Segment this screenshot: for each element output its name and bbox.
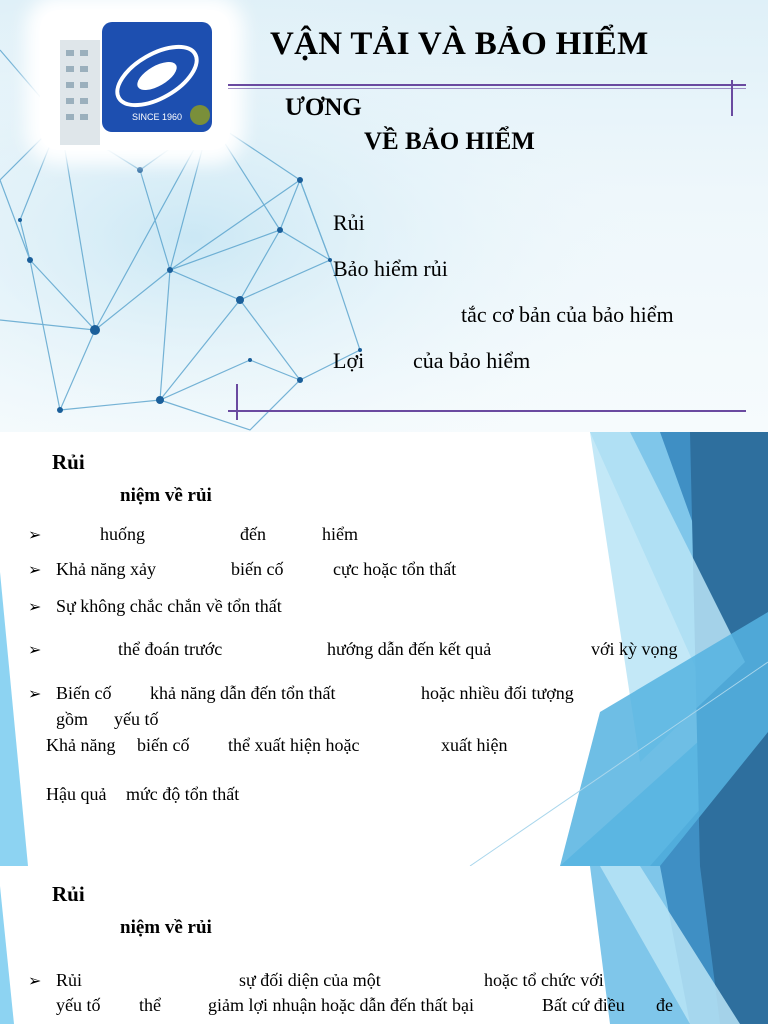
outline-item-benefits-a: Lợi (333, 348, 365, 373)
row4-part2: hướng dẫn đến kết quả (327, 639, 492, 659)
school-logo (40, 10, 230, 150)
logo-since-text: SINCE 1960 (132, 112, 183, 122)
row2-part2: thể (139, 995, 161, 1015)
row3-part1: Sự không chắc chắn về tổn thất (56, 596, 282, 616)
row6-part1: gồm (56, 709, 89, 729)
section-subtitle: niệm về rủi (120, 917, 212, 938)
divider-bottom-cap (236, 384, 238, 420)
row2-part5: đe (656, 995, 673, 1015)
section-subtitle: niệm về rủi (120, 485, 212, 506)
row4-part1: thể đoán trước (118, 639, 223, 659)
row1-part2: sự đối diện của một (239, 970, 381, 990)
row2-part1: Khả năng xảy (56, 559, 156, 579)
arrow-bullet-icon: ➢ (28, 686, 42, 703)
outline-item-risk: Rủi (333, 210, 365, 235)
risk-concept-slide (0, 432, 768, 866)
row5-part1: Biến cố (56, 683, 112, 703)
row7-part4: xuất hiện (441, 735, 508, 755)
outline-item-risk-insurance: Bảo hiểm rủi (333, 256, 448, 281)
row1-part2: đến (240, 524, 266, 544)
row1-part1: Rủi (56, 970, 83, 990)
row8-part1: Hậu quả (46, 784, 107, 804)
row8-part2: mức độ tổn thất (126, 784, 240, 804)
row2-part1: yếu tố (56, 995, 101, 1015)
title-slide (0, 0, 768, 432)
arrow-bullet-icon: ➢ (28, 527, 42, 544)
divider-bottom (228, 410, 746, 412)
row2-part2: biến cố (231, 559, 284, 579)
page-title: VẬN TẢI VÀ BẢO HIỂM (270, 26, 649, 62)
divider-top-shadow (228, 88, 746, 89)
row7-part2: biến cố (137, 735, 190, 755)
risk-concept-slide-2 (0, 866, 768, 1024)
row5-part3: hoặc nhiều đối tượng (421, 683, 574, 703)
row4-part3: với kỳ vọng (591, 639, 678, 659)
outline-item-benefits-b: của bảo hiểm (413, 348, 531, 373)
row1-part3: hiểm (322, 524, 358, 544)
row6-part2: yếu tố (114, 709, 159, 729)
outline-item-principles: tắc cơ bản của bảo hiểm (461, 302, 674, 327)
row7-part1: Khả năng (46, 735, 116, 755)
divider-top-cap (731, 80, 733, 116)
arrow-bullet-icon: ➢ (28, 973, 42, 990)
chapter-subtitle-1: ƯƠNG (285, 94, 362, 121)
arrow-bullet-icon: ➢ (28, 562, 42, 579)
section-title: Rủi (52, 450, 85, 474)
divider-top (228, 84, 746, 86)
section-title: Rủi (52, 882, 85, 906)
row7-part3: thể xuất hiện hoặc (228, 735, 360, 755)
row2-part3: giảm lợi nhuận hoặc dẫn đến thất bại (208, 995, 474, 1015)
arrow-bullet-icon: ➢ (28, 599, 42, 616)
row5-part2: khả năng dẫn đến tổn thất (150, 683, 336, 703)
arrow-bullet-icon: ➢ (28, 642, 42, 659)
row2-part4: Bất cứ điều (542, 995, 625, 1015)
row1-part1: huống (100, 524, 145, 544)
row2-part3: cực hoặc tổn thất (333, 559, 457, 579)
row1-part3: hoặc tổ chức với (484, 970, 604, 990)
chapter-subtitle-2: VỀ BẢO HIỂM (364, 128, 535, 155)
